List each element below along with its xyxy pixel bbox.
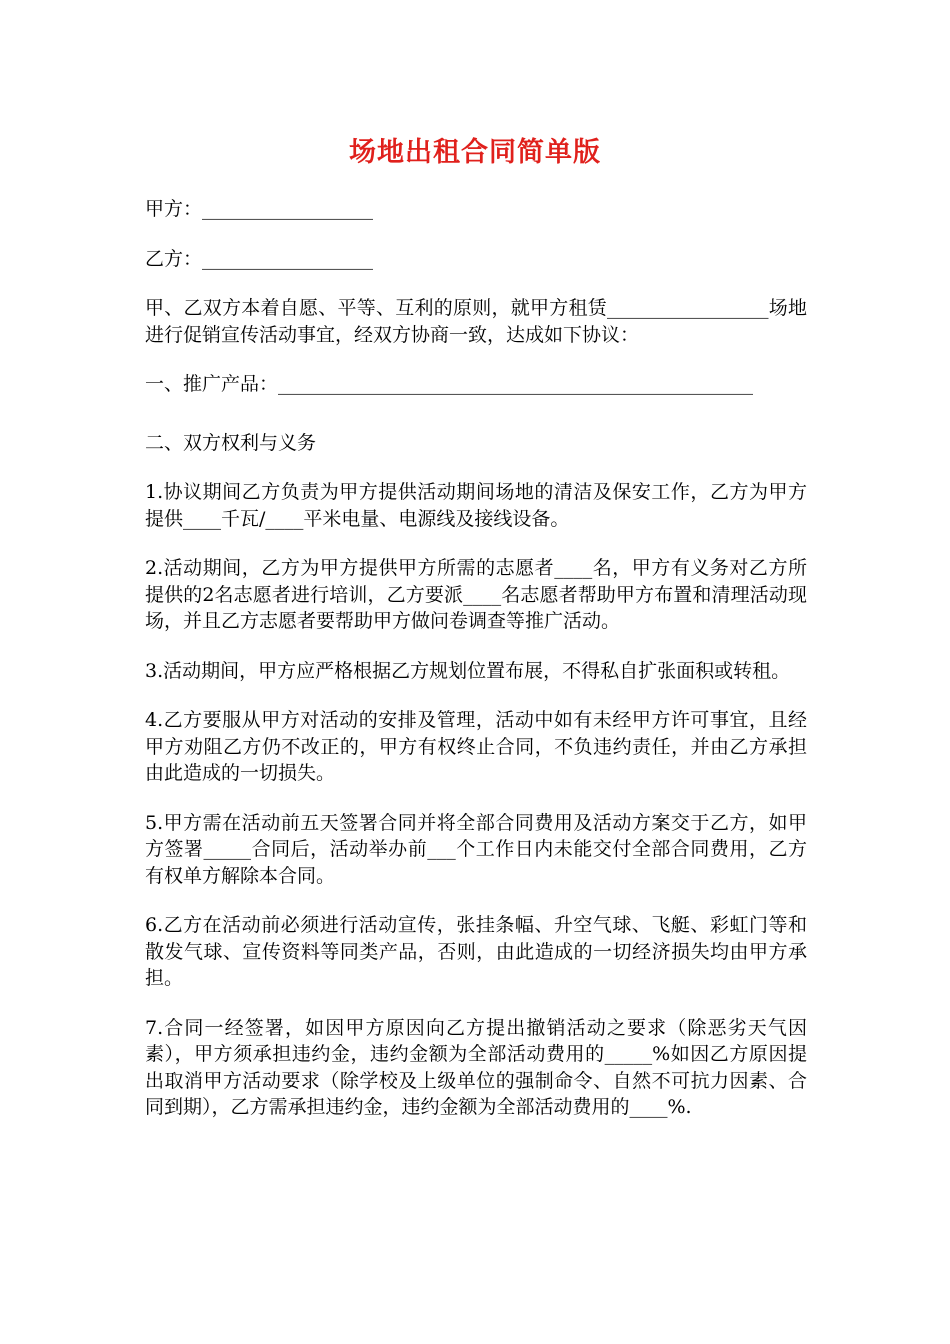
clause-7: 7.合同一经签署，如因甲方原因向乙方提出撤销活动之要求（除恶劣天气因素），甲方须承担违约金，违约金额为全部活动费用的_____%如因乙方原因提出取消甲方活动要求（除学校及上级单位的强制命令、自然不可抗力因素、合同到期），乙方需承担违约金，违约金额为全部活动费用的____%. bbox=[145, 1016, 807, 1118]
intro-paragraph: 甲、乙双方本着自愿、平等、互利的原则，就甲方租赁_________________场地进行促销宣传活动事宜，经双方协商一致，达成如下协议： bbox=[145, 297, 807, 346]
document-body bbox=[145, 196, 807, 1144]
clause-1: 1.协议期间乙方负责为甲方提供活动期间场地的清洁及保安工作，乙方为甲方提供____千瓦/____平米电量、电源线及接线设备。 bbox=[145, 481, 807, 530]
clause-2: 2.活动期间，乙方为甲方提供甲方所需的志愿者____名，甲方有义务对乙方所提供的2名志愿者进行培训，乙方要派____名志愿者帮助甲方布置和清理活动现场，并且乙方志愿者要帮助甲方做问卷调查等推广活动。 bbox=[145, 557, 807, 632]
clause-4: 4.乙方要服从甲方对活动的安排及管理，活动中如有未经甲方许可事宜，且经甲方劝阻乙方仍不改正的，甲方有权终止合同，不负违约责任，并由乙方承担由此造成的一切损失。 bbox=[145, 709, 807, 784]
section-two-heading: 二、双方权利与义务 bbox=[145, 431, 317, 454]
clause-5: 5.甲方需在活动前五天签署合同并将全部合同费用及活动方案交于乙方，如甲方签署_____合同后，活动举办前___个工作日内未能交付全部合同费用，乙方有权单方解除本合同。 bbox=[145, 811, 807, 887]
section-one-heading: 一、推广产品：__________________________________________________ bbox=[145, 373, 754, 395]
document-title: 场地出租合同简单版 bbox=[349, 137, 601, 168]
clause-6: 6.乙方在活动前必须进行活动宣传，张挂条幅、升空气球、飞艇、彩虹门等和散发气球、宣传资料等同类产品，否则，由此造成的一切经济损失均由甲方承担。 bbox=[145, 914, 807, 989]
party-a-line: 甲方：__________________ bbox=[145, 198, 374, 220]
clause-3: 3.活动期间，甲方应严格根据乙方规划位置布展，不得私自扩张面积或转租。 bbox=[145, 659, 791, 682]
party-b-line: 乙方：__________________ bbox=[145, 247, 374, 270]
